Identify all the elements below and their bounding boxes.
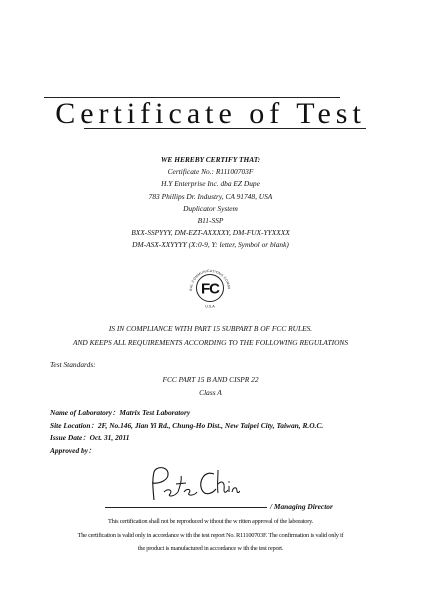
approved-by: Approved by：	[50, 445, 96, 455]
handwritten-signature	[140, 462, 240, 508]
certificate-footer	[0, 515, 421, 556]
laboratory-name: Name of Laboratory：Matrix Test Laboratory	[50, 408, 191, 417]
certify-heading: WE HEREBY CERTIFY THAT:	[160, 155, 261, 164]
test-standard-name: FCC PART 15 B AND CISPR 22	[162, 375, 259, 384]
signature-line	[105, 507, 267, 508]
test-standards-label: Test Standards:	[50, 360, 96, 369]
test-standards	[0, 373, 421, 399]
product-name: Duplicator System	[183, 203, 238, 213]
footer-line-2: The certification is valid only in accordance w ith the test report No. R11100703F. The confirmation is valid only if	[77, 531, 344, 539]
fcc-arc-text: RAL COMMUNICATIONS COMMI	[188, 268, 231, 292]
fcc-usa-text: U.S.A	[205, 304, 215, 309]
issue-date: Issue Date：Oct. 31, 2011	[50, 433, 130, 442]
fcc-mark: FC	[201, 280, 219, 298]
compliance-statement	[0, 322, 421, 350]
applicant-address: 783 Phillips Dr. Industry, CA 91748, USA	[148, 191, 273, 201]
laboratory-info	[50, 407, 323, 457]
footer-line-3: the product is manufactured in accordance w ith the test report.	[137, 545, 284, 552]
compliance-line-2: AND KEEPS ALL REQUIREMENTS ACCORDING TO THE FOLLOWING REGULATIONS	[72, 338, 349, 347]
compliance-line-1: IS IN COMPLIANCE WITH PART 15 SUBPART B OF FCC RULES.	[108, 324, 313, 333]
series-models: BXX-SSPYYY, DM-EZT-AXXXXY, DM-FUX-YYXXXX	[131, 228, 290, 238]
site-location: Site Location：2F, No.146, Jian Yi Rd., Chung-Ho Dist., New Taipei City, Taiwan, R.O.C.	[50, 420, 324, 430]
title-bottom-rule	[84, 128, 366, 129]
model-number: B11-SSP	[197, 216, 224, 226]
signatory-title: / Managing Director	[270, 502, 333, 511]
footer-line-1: This certification shall not be reproduced w ithout the w ritten approval of the laboratory.	[108, 518, 313, 525]
series-models-note: DM-ASX-XXYYYY (X:0-9, Y: letter, Symbol or blank)	[132, 240, 289, 250]
test-standard-class: Class A	[199, 388, 222, 397]
certificate-title: Certificate of Test	[55, 97, 366, 130]
certificate-number: Certificate No.: R11100703F	[167, 167, 254, 177]
certify-block	[0, 154, 421, 252]
applicant-name: H.Y Enterprise Inc. dba EZ Dupe	[161, 179, 260, 189]
fcc-logo	[185, 263, 235, 313]
